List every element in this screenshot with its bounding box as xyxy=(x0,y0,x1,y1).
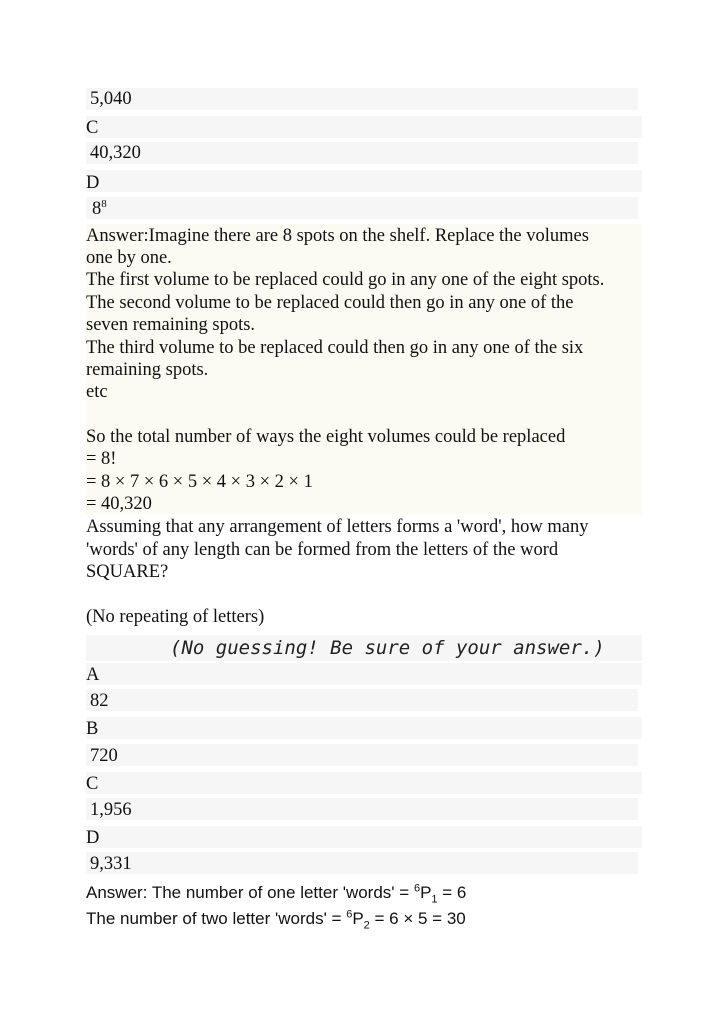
q1-option-d-exponent: 8 xyxy=(101,197,107,210)
permutation-p: P xyxy=(420,883,432,902)
q2-option-d-label: D xyxy=(86,828,100,848)
option-shade xyxy=(86,116,642,138)
q1-option-c-value: 40,320 xyxy=(90,143,141,163)
option-shade xyxy=(86,852,638,874)
option-shade xyxy=(86,142,638,164)
q2-option-c-label: C xyxy=(86,774,99,794)
option-shade xyxy=(86,798,638,820)
option-shade xyxy=(86,744,638,766)
q1-option-d-base: 8 xyxy=(92,199,102,219)
q2-answer-result: = 6 xyxy=(437,883,467,902)
option-shade xyxy=(86,772,642,794)
q1-option-d-label: D xyxy=(86,173,100,193)
q2-note: (No repeating of letters) xyxy=(86,607,265,627)
option-shade xyxy=(86,826,642,848)
q1-answer-line: So the total number of ways the eight volumes could be replaced xyxy=(86,427,566,447)
option-shade xyxy=(86,717,642,739)
q1-answer-line: = 8 × 7 × 6 × 5 × 4 × 3 × 2 × 1 xyxy=(86,472,313,492)
q2-option-a-value: 82 xyxy=(90,691,109,711)
q2-option-c-value: 1,956 xyxy=(90,800,132,820)
option-shade xyxy=(86,663,642,685)
q2-option-a-label: A xyxy=(86,665,100,685)
q1-answer-line: = 8! xyxy=(86,449,117,469)
q2-answer-text: The number of two letter 'words' = xyxy=(86,909,347,928)
q2-question-line: 'words' of any length can be formed from the letters of the word xyxy=(86,540,559,560)
option-shade xyxy=(86,689,638,711)
q1-answer-line: seven remaining spots. xyxy=(86,315,256,335)
q1-answer-line: Answer:Imagine there are 8 spots on the shelf. Replace the volumes xyxy=(86,226,589,246)
q2-option-b-label: B xyxy=(86,719,99,739)
q1-option-c-label: C xyxy=(86,118,99,138)
q2-question-line: Assuming that any arrangement of letters forms a 'word', how many xyxy=(86,517,589,537)
q1-answer-line: etc xyxy=(86,382,108,402)
q2-option-b-value: 720 xyxy=(90,746,118,766)
q2-answer-text: Answer: The number of one letter 'words' = xyxy=(86,883,414,902)
q2-question-line: SQUARE? xyxy=(86,562,169,582)
permutation-n: 6 xyxy=(346,908,353,921)
q1-answer-line: one by one. xyxy=(86,248,172,268)
q1-answer-line: The third volume to be replaced could then go in any one of the six xyxy=(86,338,584,358)
q2-answer-line-1 xyxy=(86,882,466,904)
q1-answer-line: remaining spots. xyxy=(86,360,209,380)
option-shade xyxy=(86,88,638,110)
q1-option-d-value xyxy=(92,198,107,220)
q2-answer-line-2 xyxy=(86,908,466,930)
q1-answer-line: = 40,320 xyxy=(86,494,152,514)
permutation-p: P xyxy=(352,909,364,928)
q1-option-b-value: 5,040 xyxy=(90,89,132,109)
q2-answer-result: = 6 × 5 = 30 xyxy=(369,909,466,928)
q2-option-d-value: 9,331 xyxy=(90,854,132,874)
q1-answer-line: The second volume to be replaced could then go in any one of the xyxy=(86,293,574,313)
permutation-n: 6 xyxy=(413,882,421,895)
option-shade xyxy=(86,170,642,192)
option-shade xyxy=(86,197,638,219)
permutation-r: 2 xyxy=(363,919,370,932)
permutation-r: 1 xyxy=(431,893,438,906)
no-guessing-banner: (No guessing! Be sure of your answer.) xyxy=(170,637,605,659)
q1-answer-line: The first volume to be replaced could go in any one of the eight spots. xyxy=(86,270,605,290)
